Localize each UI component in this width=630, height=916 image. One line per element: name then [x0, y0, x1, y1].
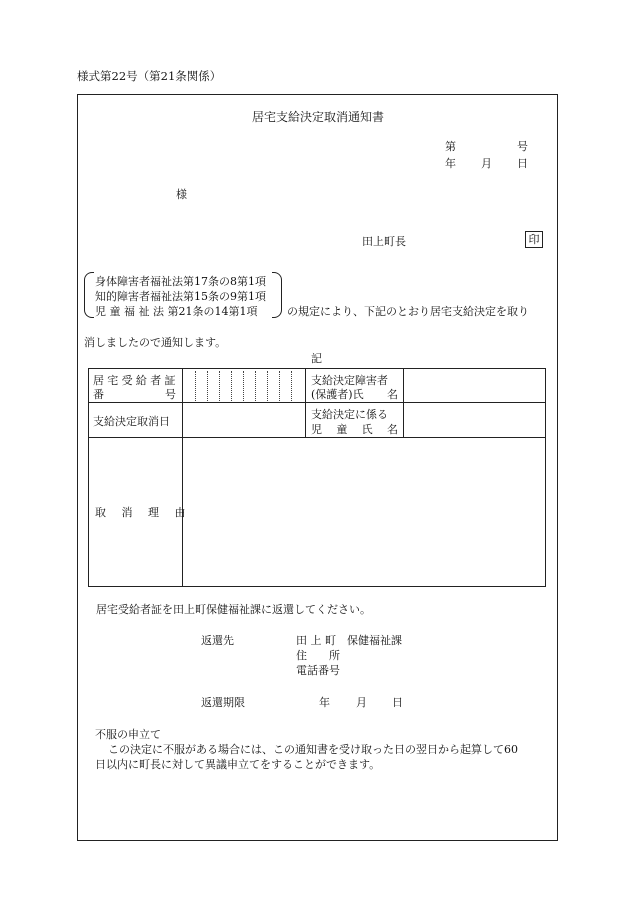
cancel-date-label: 支給決定取消日 — [93, 415, 170, 428]
disabled-label-name: 名 — [387, 388, 398, 401]
cert-digit-divider — [207, 371, 208, 401]
cert-digit-divider — [255, 371, 256, 401]
table-row-divider-2 — [88, 437, 545, 438]
ki-label: 記 — [311, 352, 322, 365]
appeal-text-2: 日以内に町長に対して異議申立てをすることができます。 — [95, 758, 381, 771]
number-dai: 第 — [445, 140, 456, 153]
address-label: 住 所 — [296, 649, 340, 662]
child-label-shi: 氏 — [361, 423, 373, 436]
deadline-day: 日 — [392, 696, 403, 709]
form-number: 様式第22号（第21条関係） — [77, 69, 222, 83]
deadline-month: 月 — [356, 696, 367, 709]
cert-digit-divider — [243, 371, 244, 401]
return-to-org: 田 上 町 保健福祉課 — [296, 634, 402, 647]
child-label-do: 童 — [336, 423, 348, 436]
number-go: 号 — [517, 140, 528, 153]
cert-digit-divider — [231, 371, 232, 401]
disabled-label-line1: 支給決定障害者 — [311, 374, 388, 387]
law-line-1: 身体障害者福祉法第17条の8第1項 — [95, 275, 266, 288]
appeal-text-1: この決定に不服がある場合には、この通知書を受け取った日の翌日から起算して60 — [108, 743, 518, 756]
cert-digit-divider — [279, 371, 280, 401]
appeal-heading: 不服の申立て — [95, 728, 161, 741]
document-title: 居宅支給決定取消通知書 — [252, 110, 385, 124]
child-label-line2 — [311, 421, 398, 437]
child-label-line1: 支給決定に係る — [311, 408, 388, 421]
reason-label: 取 消 理 由 — [95, 506, 186, 519]
date-year: 年 — [445, 157, 456, 170]
return-notice: 居宅受給者証を田上町保健福祉課に返還してください。 — [96, 603, 371, 616]
return-deadline-label: 返還期限 — [201, 696, 245, 709]
table-col-divider-2 — [305, 368, 306, 438]
issuer: 田上町長 — [362, 235, 406, 248]
law-line-3: 児 童 福 祉 法 第21条の14第1項 — [95, 305, 258, 318]
disabled-label-line2 — [311, 386, 398, 402]
left-brace — [84, 272, 94, 318]
cert-digit-divider — [267, 371, 268, 401]
table-row-divider-1 — [88, 402, 545, 403]
return-to-label: 返還先 — [201, 634, 234, 647]
body-text-2: 消しましたので通知します。 — [84, 336, 227, 349]
cert-label-go: 号 — [165, 388, 176, 401]
right-brace — [272, 272, 282, 318]
table-col-divider-1 — [182, 368, 183, 586]
law-line-2: 知的障害者福祉法第15条の9第1項 — [95, 290, 266, 303]
phone-label: 電話番号 — [296, 664, 340, 677]
cert-label-line2 — [93, 386, 176, 402]
cert-label-ban: 番 — [93, 388, 104, 401]
date-day: 日 — [517, 157, 528, 170]
addressee-sama: 様 — [176, 188, 187, 201]
body-text-1: の規定により、下記のとおり居宅支給決定を取り — [287, 305, 529, 318]
child-label-ji: 児 — [311, 423, 322, 436]
seal-mark: 印 — [525, 231, 543, 248]
table-col-divider-3 — [403, 368, 404, 438]
cert-digit-divider — [291, 371, 292, 401]
cert-digit-divider — [195, 371, 196, 401]
deadline-year: 年 — [319, 696, 330, 709]
child-label-mei: 名 — [386, 423, 398, 436]
cert-digit-divider — [219, 371, 220, 401]
disabled-label-guardian: (保護者)氏 — [311, 388, 364, 401]
cert-label-text: 居宅受給者証 — [93, 374, 179, 387]
date-month: 月 — [481, 157, 492, 170]
